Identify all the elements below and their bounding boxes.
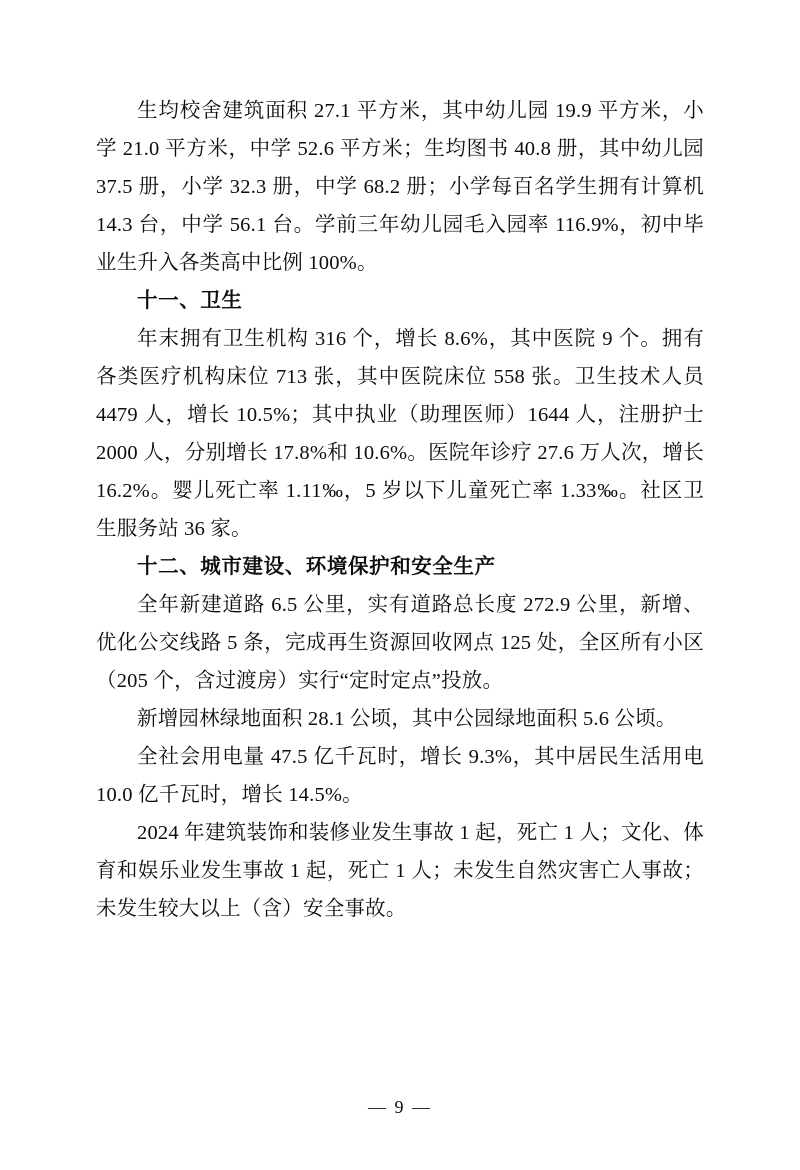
paragraph-green-area: 新增园林绿地面积 28.1 公顷，其中公园绿地面积 5.6 公顷。 <box>137 708 677 730</box>
heading-section-eleven: 十一、卫生 <box>137 290 243 312</box>
page-content <box>96 92 704 928</box>
heading-section-twelve: 十二、城市建设、环境保护和安全生产 <box>137 556 496 578</box>
page-number: — 9 — <box>368 1097 432 1117</box>
paragraph-city-construction: 全年新建道路 6.5 公里，实有道路总长度 272.9 公里，新增、优化公交线路 5 条，完成再生资源回收网点 125 处，全区所有小区（205 个，含过渡房）实行“定时定点”投放。 <box>96 594 704 692</box>
paragraph-education-stats: 生均校舍建筑面积 27.1 平方米，其中幼儿园 19.9 平方米，小学 21.0 平方米，中学 52.6 平方米；生均图书 40.8 册，其中幼儿园 37.5 册，小学 32.3 册，中学 68.2 册；小学每百名学生拥有计算机 14.3 台，中学 56.1 台。学前三年幼儿园毛入园率 116.9%，初中毕业生升入各类高中比例 100%。 <box>96 100 704 274</box>
paragraph-safety: 2024 年建筑装饰和装修业发生事故 1 起，死亡 1 人；文化、体育和娱乐业发生事故 1 起，死亡 1 人；未发生自然灾害亡人事故；未发生较大以上（含）安全事故。 <box>96 822 704 920</box>
paragraph-electricity: 全社会用电量 47.5 亿千瓦时，增长 9.3%，其中居民生活用电 10.0 亿千瓦时，增长 14.5%。 <box>96 746 704 806</box>
paragraph-health-stats: 年末拥有卫生机构 316 个，增长 8.6%，其中医院 9 个。拥有各类医疗机构床位 713 张，其中医院床位 558 张。卫生技术人员 4479 人，增长 10.5%；其中执业（助理医师）1644 人，注册护士 2000 人，分别增长 17.8%和 10.6%。医院年诊疗 27.6 万人次，增长 16.2%。婴儿死亡率 1.11‰，5 岁以下儿童死亡率 1.33‰。社区卫生服务站 36 家。 <box>96 328 704 540</box>
